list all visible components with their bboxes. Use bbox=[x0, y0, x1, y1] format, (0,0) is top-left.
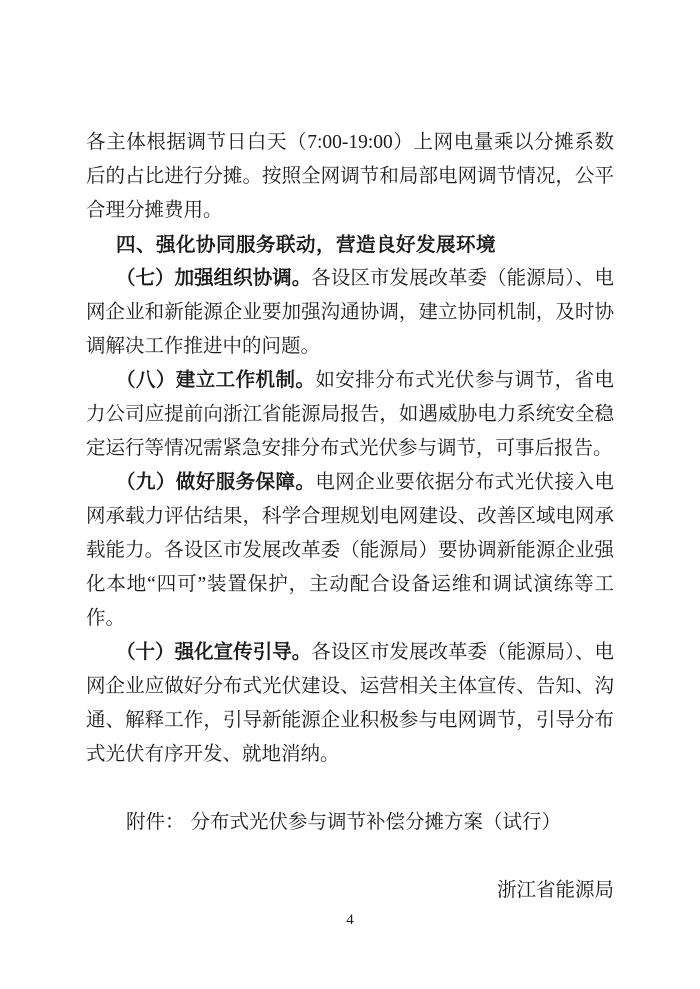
clause-9 bbox=[86, 466, 614, 636]
clause-8-lead: （八）建立工作机制。 bbox=[116, 370, 316, 391]
signature: 浙江省能源局 bbox=[496, 880, 614, 901]
page-number: 4 bbox=[346, 912, 354, 928]
attachment-line bbox=[86, 806, 614, 840]
section-heading-4: 四、强化协同服务联动，营造良好发展环境 bbox=[116, 234, 497, 256]
attachment-label: 附件： bbox=[126, 812, 185, 833]
clause-8 bbox=[86, 364, 614, 466]
clause-7 bbox=[86, 262, 614, 364]
clause-10-text: 各设区市发展改革委（能源局）、电网企业应做好分布式光伏建设、运营相关主体宣传、告知、沟通、解释工作，引导新能源企业积极参与电网调节，引导分布式光伏有序开发、就地消纳。 bbox=[86, 642, 614, 765]
clause-7-lead: （七）加强组织协调。 bbox=[116, 268, 312, 289]
clause-9-lead: （九）做好服务保障。 bbox=[116, 472, 316, 493]
clause-8-text: 如安排分布式光伏参与调节，省电力公司应提前向浙江省能源局报告，如遇威胁电力系统安全稳定运行等情况需紧急安排分布式光伏参与调节，可事后报告。 bbox=[86, 370, 614, 459]
clause-9-text: 电网企业要依据分布式光伏接入电网承载力评估结果，科学合理规划电网建设、改善区域电网承载能力。各设区市发展改革委（能源局）要协调新能源企业强化本地“四可”装置保护，主动配合设备运维和调试演练等工作。 bbox=[86, 472, 614, 629]
document-body bbox=[86, 126, 614, 908]
clause-10-lead: （十）强化宣传引导。 bbox=[116, 642, 312, 663]
clause-7-text: 各设区市发展改革委（能源局）、电网企业和新能源企业要加强沟通协调，建立协同机制，及时协调解决工作推进中的问题。 bbox=[86, 268, 614, 357]
paragraph-cost-sharing: 各主体根据调节日白天（7:00-19:00）上网电量乘以分摊系数后的占比进行分摊。按照全网调节和局部电网调节情况，公平合理分摊费用。 bbox=[86, 132, 614, 221]
clause-10 bbox=[86, 636, 614, 772]
attachment-title: 分布式光伏参与调节补偿分摊方案（试行） bbox=[190, 812, 562, 833]
